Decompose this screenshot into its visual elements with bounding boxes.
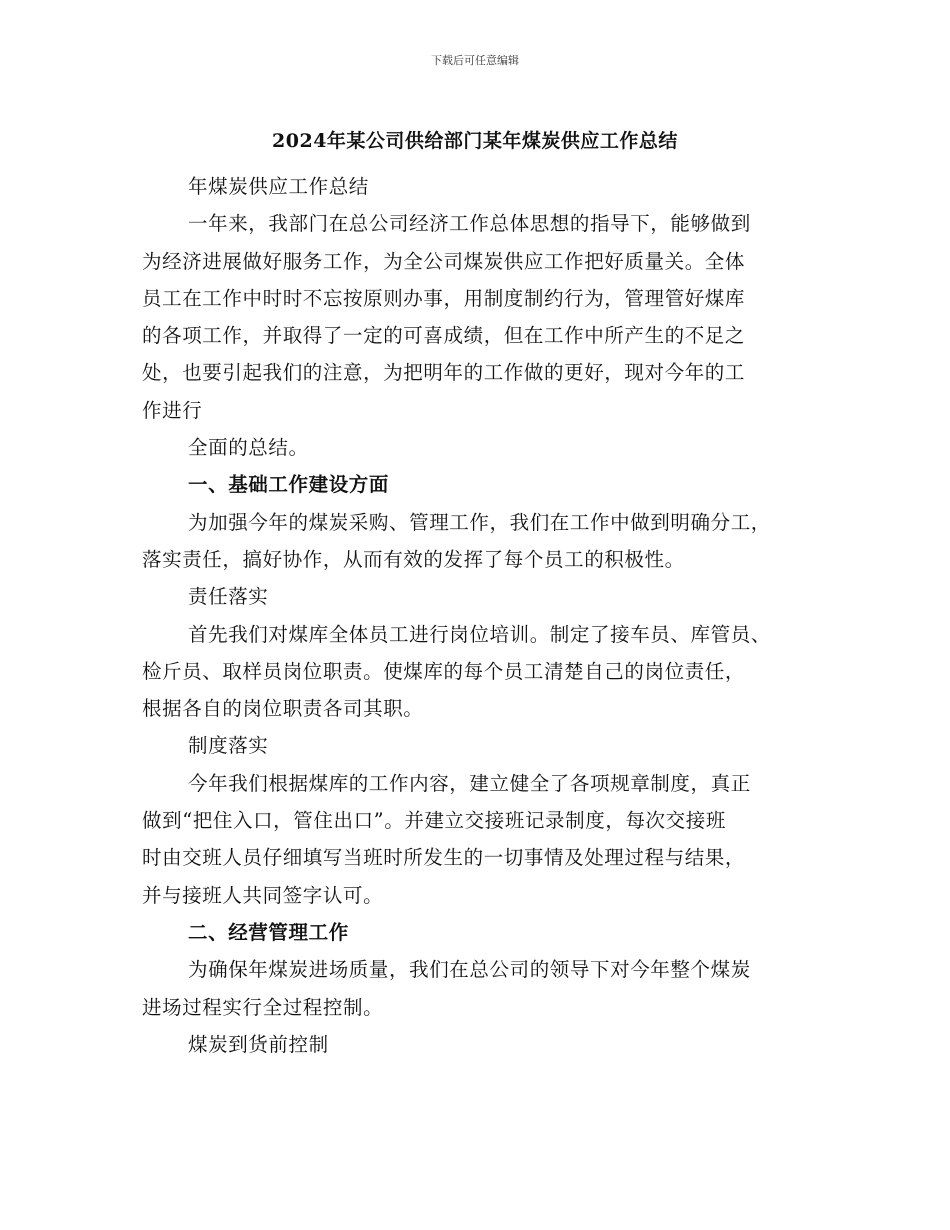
paragraph-line: 并与接班人共同签字认可。 [142, 883, 384, 907]
paragraph-line: 进场过程实行全过程控制。 [142, 995, 384, 1019]
paragraph-line: 为经济进展做好服务工作，为全公司煤炭供应工作把好质量关。全体 [142, 249, 746, 273]
paragraph-line: 处，也要引起我们的注意，为把明年的工作做的更好，现对今年的工 [142, 361, 746, 385]
document-title: 2024年某公司供给部门某年煤炭供应工作总结 [272, 130, 678, 152]
paragraph-line: 时由交班人员仔细填写当班时所发生的一切事情及处理过程与结果， [142, 846, 746, 870]
header-note: 下载后可任意编辑 [431, 54, 519, 67]
paragraph-line: 检斤员、取样员岗位职责。使煤库的每个员工清楚自己的岗位责任， [142, 659, 746, 683]
paragraph-line: 煤炭到货前控制 [188, 1032, 329, 1056]
paragraph-line: 今年我们根据煤库的工作内容，建立健全了各项规章制度，真正 [188, 771, 751, 795]
section-heading: 一、基础工作建设方面 [188, 473, 390, 497]
paragraph-line: 为加强今年的煤炭采购、管理工作，我们在工作中做到明确分工， [188, 510, 771, 534]
paragraph-line: 年煤炭供应工作总结 [188, 175, 369, 198]
paragraph-line: 落实责任，搞好协作，从而有效的发挥了每个员工的积极性。 [142, 547, 685, 571]
paragraph-line: 一年来，我部门在总公司经济工作总体思想的指导下，能够做到 [188, 212, 751, 236]
document-body [142, 168, 814, 1063]
paragraph-line: 做到“把住入口，管住出口”。并建立交接班记录制度，每次交接班 [142, 809, 726, 833]
paragraph-line: 制度落实 [188, 734, 269, 758]
paragraph-line: 根据各自的岗位职责各司其职。 [142, 697, 424, 721]
paragraph-line: 全面的总结。 [188, 436, 309, 460]
paragraph-line: 责任落实 [188, 585, 269, 609]
paragraph-line: 首先我们对煤库全体员工进行岗位培训。制定了接车员、库管员、 [188, 622, 771, 646]
section-heading: 二、经营管理工作 [188, 920, 349, 944]
paragraph-line: 员工在工作中时时不忘按原则办事，用制度制约行为，管理管好煤库 [142, 286, 746, 310]
paragraph-line: 的各项工作，并取得了一定的可喜成绩，但在工作中所产生的不足之 [142, 324, 746, 348]
paragraph-line: 为确保年煤炭进场质量，我们在总公司的领导下对今年整个煤炭 [188, 958, 751, 982]
paragraph-line: 作进行 [142, 398, 203, 422]
